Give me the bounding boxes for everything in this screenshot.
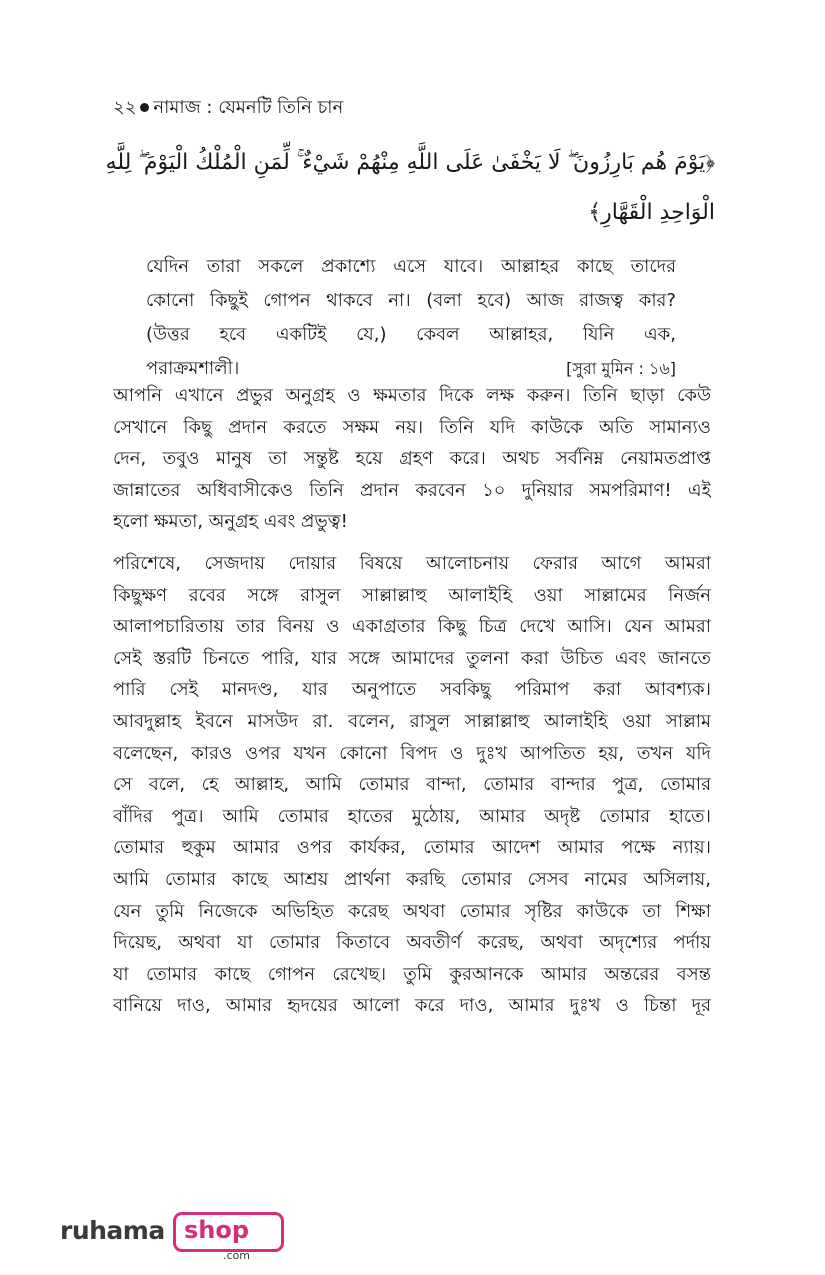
logo-shop-badge bbox=[173, 1212, 284, 1252]
logo-domain-text: .com bbox=[223, 1249, 250, 1262]
text-line: যা তোমার কাছে গোপন রেখেছ। তুমি কুরআনকে আমার অন্তরের বসন্ত bbox=[113, 963, 711, 985]
text-line: হলো ক্ষমতা, অনুগ্রহ এবং প্রভুত্ব! bbox=[113, 511, 348, 533]
text-line: সেখানে কিছু প্রদান করতে সক্ষম নয়। তিনি যদি কাউকে অতি সামান্যও bbox=[113, 416, 711, 438]
text-line: আবদুল্লাহ ইবনে মাসউদ রা. বলেন, রাসুল সাল্লাল্লাহু আলাইহি ওয়া সাল্লাম bbox=[113, 710, 711, 732]
text-line: আপনি এখানে প্রভুর অনুগ্রহ ও ক্ষমতার দিকে লক্ষ করুন। তিনি ছাড়া কেউ bbox=[113, 385, 711, 406]
text-line: আলাপচারিতায় তার বিনয় ও একাগ্রতার কিছু চিত্র দেখে আসি। যেন আমরা bbox=[113, 616, 711, 638]
text-line: সে বলে, হে আল্লাহ, আমি তোমার বান্দা, তোমার বান্দার পুত্র, তোমার bbox=[113, 774, 711, 796]
text-line: কিছুক্ষণ রবের সঙ্গে রাসুল সাল্লাল্লাহু আলাইহি ওয়া সাল্লামের নির্জন bbox=[113, 584, 711, 606]
text-line: সেই স্তরটি চিনতে পারি, যার সঙ্গে আমাদের তুলনা করা উচিত এবং জানতে bbox=[113, 647, 711, 669]
paragraph-2 bbox=[113, 548, 711, 1022]
text-line: জান্নাতের অধিবাসীকেও তিনি প্রদান করবেন ১০ দুনিয়ার সমপরিমাণ! এই bbox=[113, 479, 711, 501]
text-line: দেন, তবুও মানুষ তা সন্তুষ্ট হয়ে গ্রহণ করে। অথচ সর্বনিম্ন নেয়ামতপ্রাপ্ত bbox=[113, 448, 711, 470]
logo-brand-text: ruhama bbox=[60, 1216, 165, 1245]
text-line: যেন তুমি নিজেকে অভিহিত করেছ অথবা তোমার সৃষ্টির কাউকে তা শিক্ষা bbox=[113, 900, 711, 922]
text-line: পারি সেই মানদণ্ড, যার অনুপাতে সবকিছু পরিমাপ করা আবশ্যক। bbox=[113, 679, 711, 701]
text-line: তোমার হুকুম আমার ওপর কার্যকর, তোমার আদেশ আমার পক্ষে ন্যায়। bbox=[113, 837, 711, 859]
paragraph-1 bbox=[113, 380, 711, 538]
text-line: বলেছেন, কারও ওপর যখন কোনো বিপদ ও দুঃখ আপতিত হয়, তখন যদি bbox=[113, 742, 711, 764]
logo-shop-text: shop bbox=[184, 1216, 250, 1244]
text-line: বাঁদির পুত্র। আমি তোমার হাতের মুঠোয়, আমার অদৃষ্ট তোমার হাতে। bbox=[113, 805, 711, 827]
translation-line: পরাক্রমশালী। bbox=[146, 358, 240, 379]
verse-translation bbox=[146, 250, 676, 386]
arabic-verse-line-1: ﴿يَوْمَ هُم بَارِزُونَ ۖ لَا يَخْفَىٰ عَلَى اللَّهِ مِنْهُمْ شَيْءٌ ۚ لِّمَنِ الْمُلْكُ الْيَوْمَ ۖ لِلَّهِ bbox=[105, 150, 715, 175]
chapter-title: নামাজ : যেমনটি তিনি চান bbox=[153, 97, 344, 118]
running-header bbox=[113, 93, 343, 124]
translation-line: (উত্তর হবে একটিই যে,) কেবল আল্লাহর, যিনি এক, bbox=[146, 324, 676, 345]
verse-reference: [সুরা মুমিন : ১৬] bbox=[566, 359, 676, 378]
arabic-verse-line-2: الْوَاحِدِ الْقَهَّارِ﴾ bbox=[588, 200, 715, 225]
text-line: বানিয়ে দাও, আমার হৃদয়ের আলো করে দাও, আমার দুঃখ ও চিন্তা দূর bbox=[113, 995, 711, 1017]
page-number: ২২ bbox=[113, 97, 137, 118]
text-line: দিয়েছ, অথবা যা তোমার কিতাবে অবতীর্ণ করেছ, অথবা অদৃশ্যের পর্দায় bbox=[113, 932, 711, 954]
bullet-icon bbox=[140, 103, 149, 112]
text-line: পরিশেষে, সেজদায় দোয়ার বিষয়ে আলোচনায় ফেরার আগে আমরা bbox=[113, 553, 711, 574]
translation-line: কোনো কিছুই গোপন থাকবে না। (বলা হবে) আজ রাজত্ব কার? bbox=[146, 290, 676, 311]
text-line: আমি তোমার কাছে আশ্রয় প্রার্থনা করছি তোমার সেসব নামের অসিলায়, bbox=[113, 868, 711, 890]
translation-line: যেদিন তারা সকলে প্রকাশ্যে এসে যাবে। আল্লাহর কাছে তাদের bbox=[146, 256, 676, 277]
